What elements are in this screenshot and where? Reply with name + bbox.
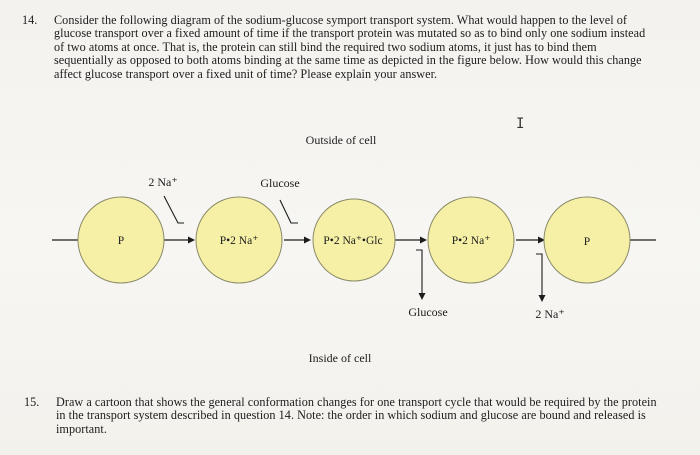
question-15-text: Draw a cartoon that shows the general conformation changes for one transport cycle that would be required by the protein in the transport system described in question 14. Note: the order in which sodium and glucose are bound and released is important. xyxy=(56,395,657,436)
protein-state-2 xyxy=(196,197,282,283)
protein-state-1-label: P xyxy=(117,235,125,247)
question-15-number: 15. xyxy=(24,395,40,409)
protein-state-4 xyxy=(428,197,514,283)
protein-state-3 xyxy=(313,199,395,281)
sodium-output-label: 2 Na⁺ xyxy=(535,307,565,321)
question-15 xyxy=(24,396,664,436)
sodium-input-arrow xyxy=(164,196,184,223)
text-cursor-icon: I xyxy=(516,116,525,132)
inside-of-cell-label: Inside of cell xyxy=(308,351,372,365)
protein-state-1 xyxy=(78,197,164,283)
question-14-number: 14. xyxy=(22,13,38,27)
question-14-text: Consider the following diagram of the sodium-glucose symport transport system. What would happen to the level of glucose transport over a fixed amount of time if the transport protein was mutated so as to bind only one sodium instead of two atoms at once. That is, the protein can still bind the required two sodium atoms, it just has to bind them sequentially as opposed to both atoms binding at the same time as depicted in the figure below. How would this change affect glucose transport over a fixed unit of time? Please explain your answer. xyxy=(54,13,646,81)
protein-state-3-label: P•2 Na⁺•Glc xyxy=(323,235,383,247)
outside-of-cell-label: Outside of cell xyxy=(305,133,377,147)
protein-state-2-label: P•2 Na⁺ xyxy=(219,235,259,247)
sodium-output-arrow xyxy=(536,254,542,300)
sodium-input-label: 2 Na⁺ xyxy=(148,175,178,189)
protein-state-5-label: P xyxy=(583,236,591,248)
protein-state-4-label: P•2 Na⁺ xyxy=(451,235,491,247)
question-15-body xyxy=(24,395,664,436)
protein-state-5 xyxy=(544,197,630,283)
glucose-input-arrow xyxy=(280,200,298,223)
glucose-output-arrow xyxy=(416,250,422,298)
glucose-output-label: Glucose xyxy=(408,305,448,319)
glucose-input-label: Glucose xyxy=(260,176,300,190)
